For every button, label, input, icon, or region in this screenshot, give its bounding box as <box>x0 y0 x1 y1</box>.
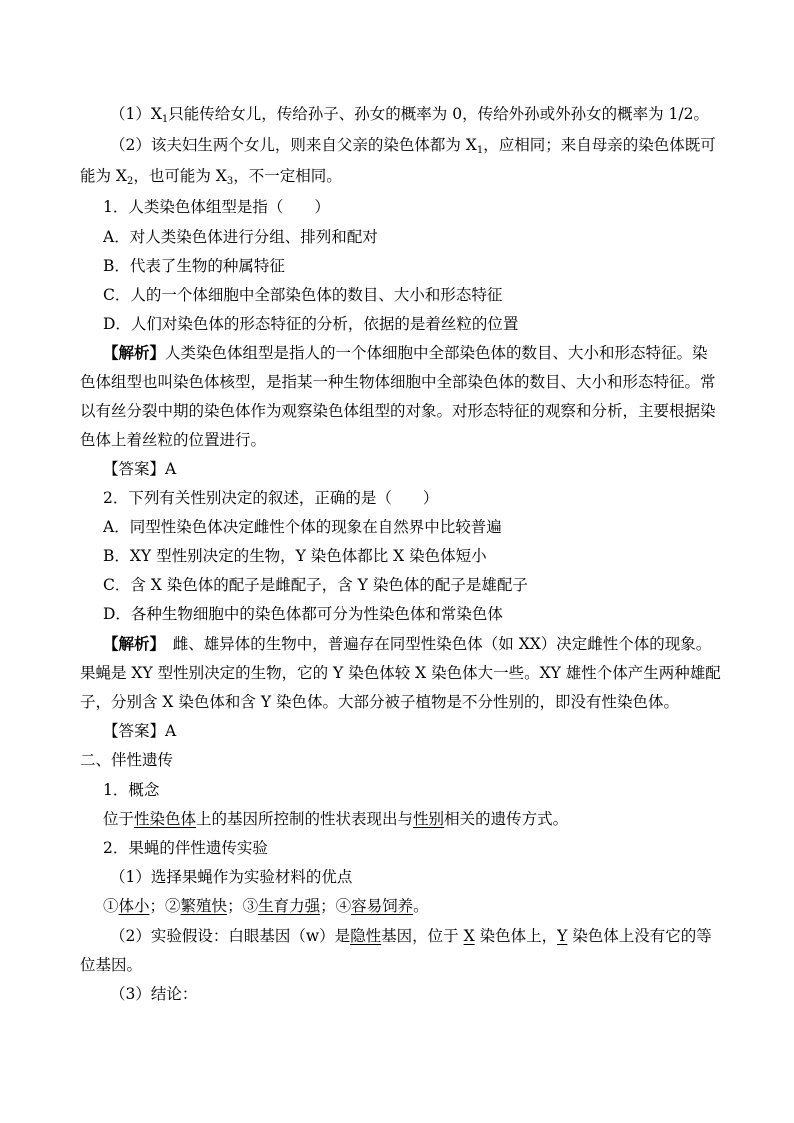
text-line: $(1)X_1$只能传给女儿，传给孙子、孙女的概率为 0，传给外孙或外孙女的概率为 1/2。 <box>110 105 709 125</box>
analysis-line: 【解析】 雌、雄异体的生物中，普遍存在同型性染色体（如 XX）决定雌性个体的现象。 <box>103 634 712 653</box>
option-d: D．人们对染色体的形态特征的分析，依据的是着丝粒的位置 <box>103 315 519 333</box>
text-line: （2）该夫妇生两个女儿，则来自父亲的染色体都为 $X_1$，应相同；来自母亲的染色体既可 <box>110 136 716 156</box>
subheading: 2．果蝇的伴性遗传实验 <box>103 839 268 857</box>
analysis-line: 色体上着丝粒的位置进行。 <box>80 431 267 449</box>
text-line: （1）选择果蝇作为实验材料的优点 <box>110 868 353 886</box>
analysis-line: 果蝇是 XY 型性别决定的生物，它的 Y 染色体较 X 染色体大一些。XY 雄性个体产生两种雄配 <box>80 664 721 682</box>
subheading: 1．概念 <box>103 781 160 799</box>
analysis-line: 以有丝分裂中期的染色体作为观察染色体组型的对象。对形态特征的观察和分析，主要根据染 <box>80 402 716 420</box>
question-1: 1．人类染色体组型是指（ ） <box>103 198 330 216</box>
option-a: A．对人类染色体进行分组、排列和配对 <box>103 228 378 246</box>
option-b: B．XY 型性别决定的生物，Y 染色体都比 X 染色体短小 <box>103 547 487 565</box>
question-2: 2．下列有关性别决定的叙述，正确的是（ ） <box>103 489 439 507</box>
text-line: （3）结论： <box>110 985 198 1003</box>
analysis-line: 色体组型也叫染色体核型，是指某一种生物体细胞中全部染色体的数目、大小和形态特征。常 <box>80 373 716 391</box>
option-d: D．各种生物细胞中的染色体都可分为性染色体和常染色体 <box>103 605 503 623</box>
answer-1: 【答案】A <box>103 460 177 478</box>
text-line: 位基因。 <box>80 956 143 974</box>
text-line: 能为 $X_2$，也可能为 $X_3$，不一定相同。 <box>80 167 342 187</box>
answer-2: 【答案】A <box>103 722 177 740</box>
section-heading: 二、伴性遗传 <box>80 751 174 769</box>
advantages-list: ①体小；②繁殖快；③生育力强；④容易饲养。 <box>103 897 429 915</box>
analysis-line: 子，分别含 X 染色体和含 Y 染色体。大部分被子植物是不分性别的，即没有性染色体。 <box>80 693 679 711</box>
analysis-line: 【解析】人类染色体组型是指人的一个体细胞中全部染色体的数目、大小和形态特征。染 <box>103 343 708 362</box>
option-c: C．人的一个体细胞中全部染色体的数目、大小和形态特征 <box>103 286 503 304</box>
option-a: A．同型性染色体决定雌性个体的现象在自然界中比较普遍 <box>103 518 502 536</box>
option-b: B．代表了生物的种属特征 <box>103 257 285 275</box>
text-line: （2）实验假设：白眼基因（w）是隐性基因，位于 X 染色体上，Y 染色体上没有它的等 <box>110 927 712 945</box>
definition-line: 位于性染色体上的基因所控制的性状表现出与性别相关的遗传方式。 <box>103 810 569 828</box>
option-c: C．含 X 染色体的配子是雌配子，含 Y 染色体的配子是雄配子 <box>103 576 528 594</box>
